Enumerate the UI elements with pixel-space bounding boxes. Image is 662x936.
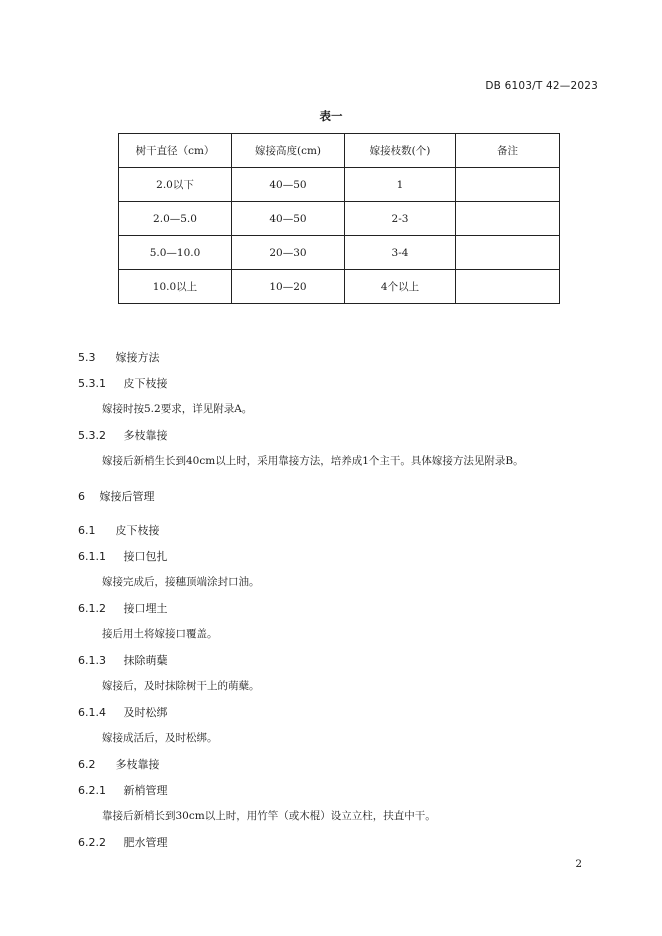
section-number: 5.3.1 <box>78 377 106 390</box>
section-paragraph: 接后用土将嫁接口覆盖。 <box>102 628 218 640</box>
table-cell: 1 <box>345 168 456 202</box>
table-cell: 3-4 <box>345 236 456 270</box>
section-title: 抹除萌蘖 <box>123 654 168 667</box>
section-heading-6-2-2 <box>78 834 168 850</box>
section-number: 6.1.2 <box>78 602 106 615</box>
section-title: 及时松绑 <box>123 706 168 719</box>
table-header-row <box>119 134 560 168</box>
section-paragraph: 嫁接后新梢生长到40cm以上时，采用靠接方法，培养成1个主干。具体嫁接方法见附录B。 <box>102 455 524 467</box>
section-number: 6.1 <box>78 524 96 537</box>
section-title: 皮下枝接 <box>115 524 160 537</box>
section-heading-6-1-4 <box>78 704 168 720</box>
section-title: 肥水管理 <box>123 836 168 849</box>
section-heading-6 <box>78 488 155 504</box>
section-number: 5.3 <box>78 351 96 364</box>
table-cell: 2.0—5.0 <box>119 202 232 236</box>
table-cell <box>456 236 560 270</box>
section-number: 6.2.2 <box>78 836 106 849</box>
section-number: 6.1.3 <box>78 654 106 667</box>
section-heading-6-1 <box>78 522 160 538</box>
section-title: 嫁接后管理 <box>99 490 155 503</box>
section-number: 6 <box>78 490 85 503</box>
table-cell <box>456 168 560 202</box>
section-title: 嫁接方法 <box>115 351 160 364</box>
table-cell: 2.0以下 <box>119 168 232 202</box>
section-title: 多枝靠接 <box>123 429 168 442</box>
section-paragraph: 嫁接成活后，及时松绑。 <box>102 732 218 744</box>
section-title: 接口埋土 <box>123 602 168 615</box>
table-title: 表一 <box>319 109 343 123</box>
section-heading-5-3 <box>78 349 160 365</box>
section-heading-5-3-2 <box>78 427 168 443</box>
column-header-remarks: 备注 <box>456 134 560 168</box>
table-cell <box>456 270 560 304</box>
section-heading-6-1-2 <box>78 600 168 616</box>
column-header-trunk-diameter: 树干直径（cm） <box>119 134 232 168</box>
section-heading-6-1-1 <box>78 548 168 564</box>
section-number: 6.1.1 <box>78 550 106 563</box>
table-row <box>119 270 560 304</box>
table-cell: 40—50 <box>232 202 345 236</box>
table-cell: 5.0—10.0 <box>119 236 232 270</box>
table-cell: 2-3 <box>345 202 456 236</box>
section-number: 5.3.2 <box>78 429 106 442</box>
table-row <box>119 168 560 202</box>
section-title: 新梢管理 <box>123 784 168 797</box>
table-cell: 10—20 <box>232 270 345 304</box>
section-heading-6-1-3 <box>78 652 168 668</box>
section-paragraph: 嫁接后，及时抹除树干上的萌蘖。 <box>102 680 260 692</box>
section-heading-6-2 <box>78 756 160 772</box>
table-row <box>119 202 560 236</box>
section-number: 6.2 <box>78 758 96 771</box>
section-heading-6-2-1 <box>78 782 168 798</box>
column-header-graft-height: 嫁接高度(cm) <box>232 134 345 168</box>
table-row <box>119 236 560 270</box>
section-heading-5-3-1 <box>78 375 168 391</box>
section-title: 多枝靠接 <box>115 758 160 771</box>
table-cell: 4个以上 <box>345 270 456 304</box>
table-cell: 40—50 <box>232 168 345 202</box>
section-number: 6.1.4 <box>78 706 106 719</box>
page-number: 2 <box>575 858 582 870</box>
section-number: 6.2.1 <box>78 784 106 797</box>
section-paragraph: 嫁接完成后，接穗顶端涂封口油。 <box>102 576 260 588</box>
section-paragraph: 靠接后新梢长到30cm以上时，用竹竿（或木棍）设立立柱，扶直中干。 <box>102 810 436 822</box>
document-code: DB 6103/T 42—2023 <box>485 80 598 92</box>
table-cell: 10.0以上 <box>119 270 232 304</box>
section-title: 接口包扎 <box>123 550 168 563</box>
table-cell: 20—30 <box>232 236 345 270</box>
section-title: 皮下枝接 <box>123 377 168 390</box>
column-header-graft-count: 嫁接枝数(个) <box>345 134 456 168</box>
section-paragraph: 嫁接时按5.2要求，详见附录A。 <box>102 403 253 415</box>
table-cell <box>456 202 560 236</box>
grafting-spec-table <box>118 133 560 304</box>
